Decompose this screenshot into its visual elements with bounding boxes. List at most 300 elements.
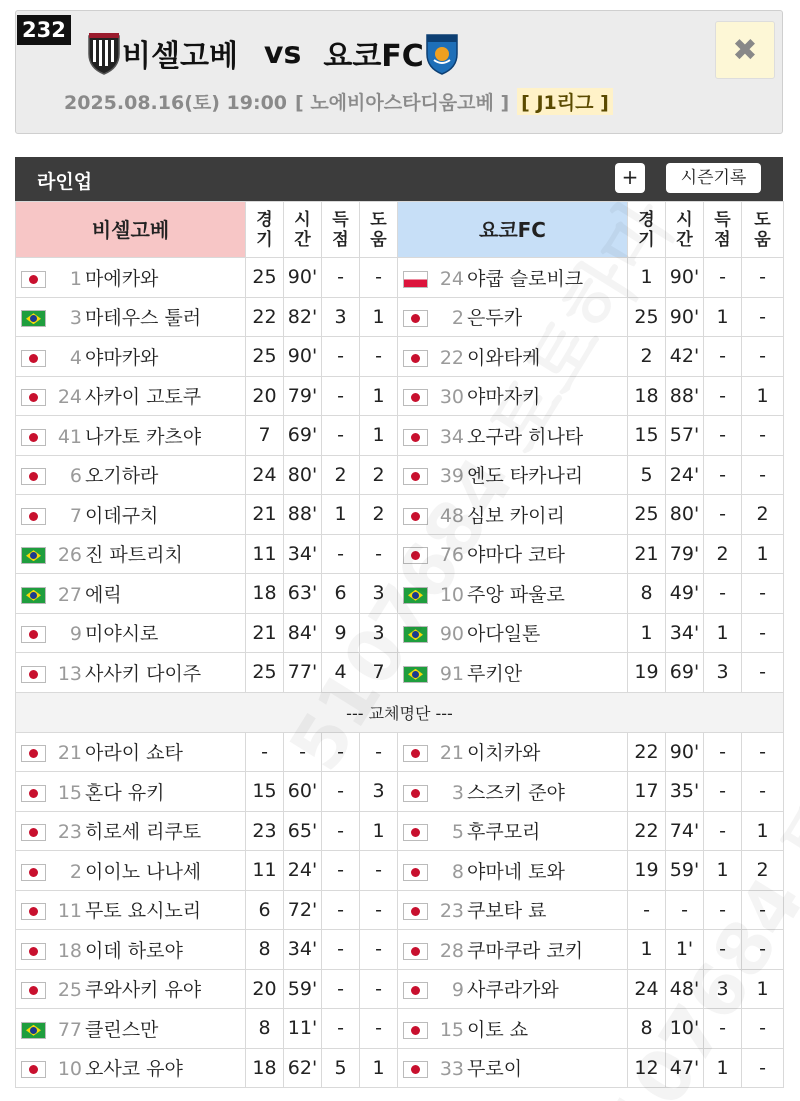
player-name: 엔도 타카나리 (467, 465, 584, 488)
stat-games: 25 (628, 495, 666, 535)
stat-assists: - (742, 574, 784, 614)
player-name: 마테우스 툴러 (85, 307, 202, 330)
table-row (16, 534, 784, 574)
player-number: 41 (57, 425, 82, 448)
stat-assists: - (742, 455, 784, 495)
stat-goals: - (704, 455, 742, 495)
table-row (16, 613, 784, 653)
player-number: 91 (439, 662, 464, 685)
stat-minutes: 24' (666, 455, 704, 495)
stat-minutes: 35' (666, 772, 704, 812)
stat-minutes: 1' (666, 930, 704, 970)
stat-games: 1 (628, 258, 666, 298)
player-name: 미야시로 (85, 623, 159, 646)
poland-flag-icon (403, 271, 428, 288)
brazil-flag-icon (403, 587, 428, 604)
table-row (16, 1009, 784, 1049)
player-name: 야쿱 슬로비크 (467, 267, 584, 290)
player-name: 이와타케 (467, 346, 541, 369)
stat-games: 18 (246, 574, 284, 614)
stat-goals: - (704, 732, 742, 772)
player-name: 혼다 유키 (85, 781, 165, 804)
stat-minutes: 80' (666, 495, 704, 535)
stat-assists: - (742, 337, 784, 377)
table-row (16, 653, 784, 693)
japan-flag-icon (403, 310, 428, 327)
stat-assists: - (360, 337, 398, 377)
stat-minutes: 90' (666, 732, 704, 772)
away-player[interactable] (398, 534, 628, 574)
player-number: 9 (69, 623, 82, 646)
col-games (628, 202, 666, 258)
stat-goals: - (322, 1009, 360, 1049)
stat-minutes: 90' (666, 258, 704, 298)
away-player[interactable] (398, 851, 628, 891)
stat-assists: 3 (360, 613, 398, 653)
stat-minutes: 69' (666, 653, 704, 693)
player-name: 오사코 유야 (85, 1058, 183, 1081)
player-number: 3 (451, 781, 464, 804)
stat-assists: - (360, 851, 398, 891)
home-player[interactable] (16, 416, 246, 456)
expand-button[interactable]: + (615, 163, 645, 193)
stat-games: 21 (246, 495, 284, 535)
stat-minutes: 59' (666, 851, 704, 891)
stat-goals: - (704, 258, 742, 298)
stat-goals: - (704, 495, 742, 535)
stat-goals: 1 (322, 495, 360, 535)
player-name: 진 파트리치 (85, 544, 183, 567)
stat-assists: - (742, 416, 784, 456)
away-player[interactable] (398, 890, 628, 930)
table-row (16, 258, 784, 298)
player-name: 주앙 파울로 (467, 583, 565, 606)
stat-minutes: 88' (666, 376, 704, 416)
lineup-body (16, 258, 784, 1088)
away-player[interactable] (398, 930, 628, 970)
stat-games: 1 (628, 930, 666, 970)
stat-games: 23 (246, 811, 284, 851)
player-name: 쿠와사키 유야 (85, 979, 202, 1002)
stat-assists: 1 (742, 811, 784, 851)
away-player[interactable] (398, 613, 628, 653)
season-record-button[interactable]: 시즌기록 (666, 163, 761, 193)
stat-minutes: 57' (666, 416, 704, 456)
player-number: 8 (451, 860, 464, 883)
player-number: 77 (57, 1018, 82, 1041)
away-player[interactable] (398, 495, 628, 535)
away-player[interactable] (398, 811, 628, 851)
stat-games: 24 (246, 455, 284, 495)
stat-games: 8 (628, 574, 666, 614)
japan-flag-icon (21, 508, 46, 525)
stat-games: 15 (246, 772, 284, 812)
stat-assists: - (742, 732, 784, 772)
stat-assists: 3 (360, 772, 398, 812)
home-player[interactable] (16, 811, 246, 851)
stat-assists: - (360, 534, 398, 574)
stat-goals: 1 (704, 297, 742, 337)
home-player[interactable] (16, 1009, 246, 1049)
home-player[interactable] (16, 574, 246, 614)
player-name: 루키안 (467, 662, 523, 685)
stat-minutes: - (284, 732, 322, 772)
away-player[interactable] (398, 416, 628, 456)
stat-goals: 2 (322, 455, 360, 495)
stat-goals: - (704, 416, 742, 456)
player-name: 쿠보타 료 (467, 900, 547, 923)
home-player[interactable] (16, 1048, 246, 1088)
stat-minutes: 90' (284, 258, 322, 298)
stat-assists: - (360, 732, 398, 772)
stat-goals: - (704, 1009, 742, 1049)
stat-games: 15 (628, 416, 666, 456)
player-name: 아라이 쇼타 (85, 742, 183, 765)
player-number: 10 (57, 1058, 82, 1081)
stat-games: - (246, 732, 284, 772)
stat-minutes: - (666, 890, 704, 930)
col-games-label: 경 기 (256, 209, 273, 250)
player-number: 6 (69, 465, 82, 488)
stat-goals: - (322, 732, 360, 772)
away-player[interactable] (398, 772, 628, 812)
table-row (16, 772, 784, 812)
brazil-flag-icon (21, 547, 46, 564)
away-player[interactable] (398, 258, 628, 298)
brazil-flag-icon (403, 666, 428, 683)
stat-games: 22 (628, 811, 666, 851)
brazil-flag-icon (21, 587, 46, 604)
stat-goals: 1 (704, 1048, 742, 1088)
home-player[interactable] (16, 376, 246, 416)
away-player[interactable] (398, 1009, 628, 1049)
table-row (16, 930, 784, 970)
stat-games: 19 (628, 653, 666, 693)
home-player[interactable] (16, 890, 246, 930)
match-datetime: 2025.08.16(토) 19:00 (64, 92, 288, 114)
stat-assists: 2 (360, 455, 398, 495)
brazil-flag-icon (21, 310, 46, 327)
stat-goals: - (704, 930, 742, 970)
away-player[interactable] (398, 574, 628, 614)
home-team-name: 비셀고베 (122, 39, 238, 74)
player-number: 2 (69, 860, 82, 883)
japan-flag-icon (21, 429, 46, 446)
col-goals (704, 202, 742, 258)
japan-flag-icon (403, 903, 428, 920)
stat-goals: - (322, 890, 360, 930)
player-number: 7 (69, 504, 82, 527)
stat-minutes: 88' (284, 495, 322, 535)
stat-minutes: 47' (666, 1048, 704, 1088)
japan-flag-icon (403, 785, 428, 802)
stat-minutes: 77' (284, 653, 322, 693)
table-row (16, 376, 784, 416)
stat-minutes: 74' (666, 811, 704, 851)
player-name: 사카이 고토쿠 (85, 386, 202, 409)
stat-minutes: 62' (284, 1048, 322, 1088)
japan-flag-icon (21, 271, 46, 288)
player-name: 무로이 (467, 1058, 523, 1081)
player-number: 18 (57, 939, 82, 962)
col-assists (742, 202, 784, 258)
col-minutes-label: 시 간 (294, 209, 311, 250)
stat-assists: 2 (742, 851, 784, 891)
match-info (64, 88, 613, 115)
stat-minutes: 42' (666, 337, 704, 377)
stat-assists: 3 (360, 574, 398, 614)
home-player[interactable] (16, 772, 246, 812)
stat-minutes: 24' (284, 851, 322, 891)
japan-flag-icon (21, 864, 46, 881)
stat-assists: - (742, 613, 784, 653)
home-player[interactable] (16, 495, 246, 535)
stat-goals: 1 (704, 613, 742, 653)
stat-minutes: 90' (666, 297, 704, 337)
stat-games: 22 (246, 297, 284, 337)
japan-flag-icon (403, 1022, 428, 1039)
japan-flag-icon (21, 745, 46, 762)
player-name: 야마네 토와 (467, 860, 565, 883)
japan-flag-icon (21, 389, 46, 406)
player-name: 이토 쇼 (467, 1018, 529, 1041)
player-name: 은두카 (467, 307, 523, 330)
player-number: 15 (439, 1018, 464, 1041)
stat-games: 8 (246, 930, 284, 970)
player-number: 33 (439, 1058, 464, 1081)
away-team-name: 요코FC (323, 39, 424, 74)
player-name: 이데 하로야 (85, 939, 183, 962)
stat-minutes: 49' (666, 574, 704, 614)
player-name: 에릭 (85, 583, 122, 606)
col-minutes-label: 시 간 (676, 209, 693, 250)
japan-flag-icon (403, 350, 428, 367)
stat-games: 20 (246, 969, 284, 1009)
home-player[interactable] (16, 297, 246, 337)
table-row (16, 1048, 784, 1088)
stat-goals: 1 (704, 851, 742, 891)
stat-games: 1 (628, 613, 666, 653)
japan-flag-icon (21, 943, 46, 960)
stat-games: 19 (628, 851, 666, 891)
away-player[interactable] (398, 455, 628, 495)
stat-goals: - (322, 337, 360, 377)
col-minutes (666, 202, 704, 258)
lineup-table (15, 201, 784, 1088)
japan-flag-icon (403, 547, 428, 564)
away-player[interactable] (398, 969, 628, 1009)
player-name: 무토 요시노리 (85, 900, 202, 923)
stat-minutes: 65' (284, 811, 322, 851)
japan-flag-icon (403, 468, 428, 485)
stat-minutes: 82' (284, 297, 322, 337)
japan-flag-icon (21, 626, 46, 643)
stat-assists: 1 (742, 969, 784, 1009)
away-player[interactable] (398, 376, 628, 416)
home-team-header: 비셀고베 (16, 202, 246, 258)
stat-minutes: 10' (666, 1009, 704, 1049)
stat-goals: 3 (704, 969, 742, 1009)
player-number: 34 (439, 425, 464, 448)
stat-games: 25 (246, 337, 284, 377)
stat-goals: 3 (704, 653, 742, 693)
player-name: 쿠마쿠라 코키 (467, 939, 584, 962)
home-player[interactable] (16, 613, 246, 653)
player-name: 히로세 리쿠토 (85, 821, 202, 844)
player-number: 90 (439, 623, 464, 646)
stat-games: - (628, 890, 666, 930)
stat-games: 6 (246, 890, 284, 930)
stat-assists: 1 (360, 1048, 398, 1088)
stat-assists: - (360, 969, 398, 1009)
stat-assists: 1 (742, 534, 784, 574)
stat-games: 2 (628, 337, 666, 377)
col-assists-label: 도 움 (370, 209, 387, 250)
stat-minutes: 84' (284, 613, 322, 653)
table-row (16, 297, 784, 337)
stat-assists: - (360, 258, 398, 298)
stat-games: 25 (246, 258, 284, 298)
stat-minutes: 11' (284, 1009, 322, 1049)
stat-minutes: 34' (284, 930, 322, 970)
stat-goals: - (322, 534, 360, 574)
stat-games: 20 (246, 376, 284, 416)
stat-games: 11 (246, 534, 284, 574)
player-number: 15 (57, 781, 82, 804)
home-player[interactable] (16, 534, 246, 574)
stat-goals: - (704, 574, 742, 614)
player-number: 2 (451, 307, 464, 330)
close-icon: ✖ (732, 32, 758, 68)
japan-flag-icon (21, 824, 46, 841)
vs-label: vs (263, 35, 302, 71)
japan-flag-icon (403, 745, 428, 762)
stat-goals: - (322, 416, 360, 456)
stat-goals: - (322, 258, 360, 298)
stat-assists: - (360, 890, 398, 930)
player-name: 야마카와 (85, 346, 159, 369)
table-row (16, 969, 784, 1009)
brazil-flag-icon (403, 626, 428, 643)
home-player[interactable] (16, 851, 246, 891)
home-player[interactable] (16, 653, 246, 693)
stat-minutes: 79' (284, 376, 322, 416)
table-row (16, 495, 784, 535)
player-name: 심보 카이리 (467, 504, 565, 527)
stat-goals: - (704, 890, 742, 930)
player-name: 스즈키 준야 (467, 781, 565, 804)
stat-assists: 7 (360, 653, 398, 693)
stat-games: 8 (246, 1009, 284, 1049)
home-player[interactable] (16, 258, 246, 298)
stat-assists: 1 (360, 376, 398, 416)
home-player[interactable] (16, 455, 246, 495)
player-number: 21 (439, 742, 464, 765)
stat-minutes: 34' (666, 613, 704, 653)
stat-minutes: 90' (284, 337, 322, 377)
stat-games: 24 (628, 969, 666, 1009)
player-number: 11 (57, 900, 82, 923)
stat-assists: - (742, 297, 784, 337)
player-number: 13 (57, 662, 82, 685)
stat-assists: 2 (360, 495, 398, 535)
player-number: 22 (439, 346, 464, 369)
away-player[interactable] (398, 732, 628, 772)
player-name: 사사키 다이주 (85, 662, 202, 685)
stat-assists: - (742, 930, 784, 970)
col-goals-label: 득 점 (332, 209, 349, 250)
stat-assists: 1 (360, 416, 398, 456)
player-name: 아다일톤 (467, 623, 541, 646)
home-player[interactable] (16, 732, 246, 772)
stat-assists: - (742, 1048, 784, 1088)
away-player[interactable] (398, 337, 628, 377)
home-player[interactable] (16, 930, 246, 970)
japan-flag-icon (21, 468, 46, 485)
away-team-header: 요코FC (398, 202, 628, 258)
away-player[interactable] (398, 1048, 628, 1088)
stat-games: 12 (628, 1048, 666, 1088)
player-name: 야마자키 (467, 386, 541, 409)
stat-games: 18 (628, 376, 666, 416)
stat-assists: - (742, 653, 784, 693)
home-player[interactable] (16, 969, 246, 1009)
close-button[interactable] (715, 21, 775, 79)
japan-flag-icon (21, 1061, 46, 1078)
col-assists-label: 도 움 (754, 209, 771, 250)
japan-flag-icon (403, 1061, 428, 1078)
stat-goals: - (704, 337, 742, 377)
table-row (16, 337, 784, 377)
away-player[interactable] (398, 653, 628, 693)
table-row (16, 732, 784, 772)
home-player[interactable] (16, 337, 246, 377)
player-number: 26 (57, 544, 82, 567)
player-number: 3 (69, 307, 82, 330)
match-venue: [ 노에비아스타디움고베 ] (295, 92, 510, 114)
player-number: 23 (57, 821, 82, 844)
stat-goals: - (704, 811, 742, 851)
japan-flag-icon (403, 943, 428, 960)
player-number: 28 (439, 939, 464, 962)
stat-assists: - (742, 258, 784, 298)
player-number: 27 (57, 583, 82, 606)
player-name: 오구라 히나타 (467, 425, 584, 448)
japan-flag-icon (21, 903, 46, 920)
japan-flag-icon (21, 982, 46, 999)
japan-flag-icon (21, 785, 46, 802)
player-number: 24 (439, 267, 464, 290)
stat-assists: - (360, 930, 398, 970)
stat-games: 21 (246, 613, 284, 653)
player-number: 23 (439, 900, 464, 923)
lineup-bar (15, 157, 783, 201)
col-assists (360, 202, 398, 258)
stat-assists: 1 (360, 811, 398, 851)
game-number-badge: 232 (17, 15, 71, 45)
yokohama-fc-crest-icon (424, 30, 460, 76)
vissel-kobe-crest-icon (86, 30, 122, 76)
col-games (246, 202, 284, 258)
stat-minutes: 80' (284, 455, 322, 495)
japan-flag-icon (403, 429, 428, 446)
stat-goals: - (704, 772, 742, 812)
stat-minutes: 60' (284, 772, 322, 812)
lineup-title: 라인업 (37, 171, 93, 193)
player-number: 5 (451, 821, 464, 844)
japan-flag-icon (403, 508, 428, 525)
away-player[interactable] (398, 297, 628, 337)
